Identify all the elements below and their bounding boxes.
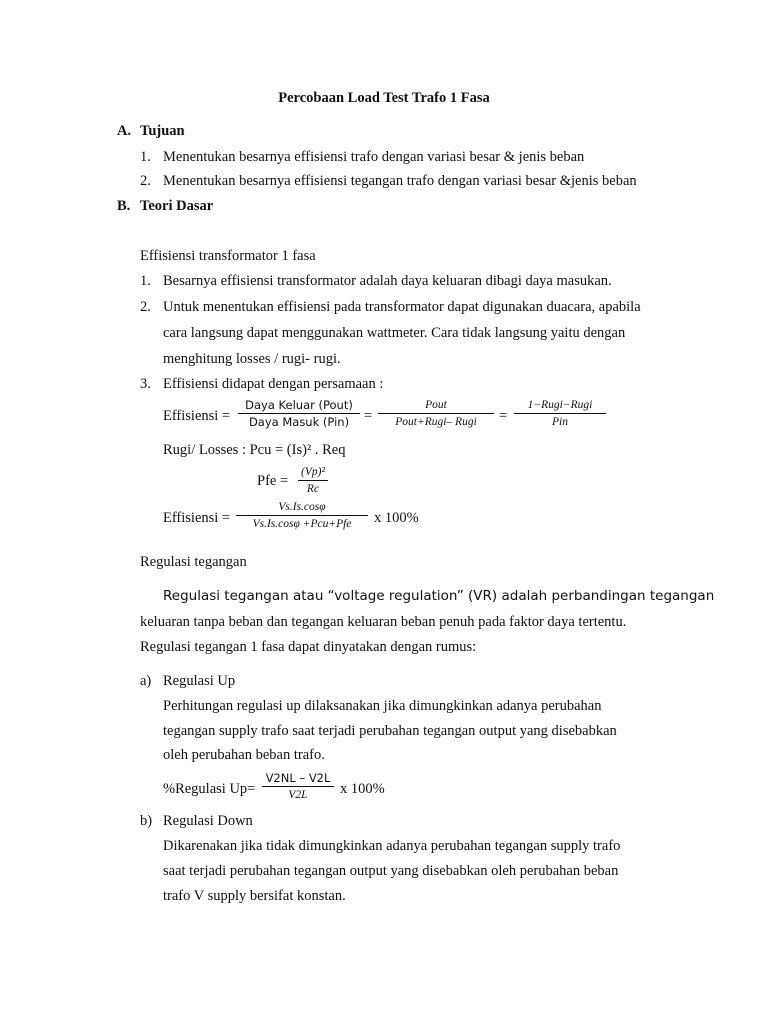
paragraph-line: saat terjadi perubahan tegangan output yang disebabkan oleh perubahan beban xyxy=(163,863,619,879)
equals-sign: = xyxy=(499,408,508,424)
fraction-bar xyxy=(378,413,494,414)
fraction-denominator: Pout+Rugi– Rugi xyxy=(395,416,477,428)
equals-sign: = xyxy=(364,408,373,424)
list-item: Effisiensi didapat dengan persamaan : xyxy=(163,376,384,392)
fraction-numerator: V2NL – V2L xyxy=(265,771,331,785)
paragraph-line: Regulasi tegangan atau “voltage regulation” (VR) adalah perbandingan tegangan xyxy=(163,588,715,604)
percent-multiplier: x 100% xyxy=(374,510,419,526)
list-item: Menentukan besarnya effisiensi tegangan trafo dengan variasi besar &jenis beban xyxy=(163,173,637,189)
list-item-number: 3. xyxy=(140,376,151,392)
fraction-regulasi-up xyxy=(262,771,334,802)
fraction-bar xyxy=(262,786,334,787)
paragraph-line: Regulasi tegangan 1 fasa dapat dinyatakan dengan rumus: xyxy=(140,639,477,655)
list-item-continued: menghitung losses / rugi- rugi. xyxy=(163,351,341,367)
fraction-denominator: Vs.Is.cosφ +Pcu+Pfe xyxy=(252,518,352,530)
list-item-number: 2. xyxy=(140,299,151,315)
paragraph-line: trafo V supply bersifat konstan. xyxy=(163,888,346,904)
fraction-numerator: Daya Keluar (Pout) xyxy=(245,398,353,412)
fraction-denominator: Rc xyxy=(306,483,320,495)
fraction-bar xyxy=(238,413,360,414)
paragraph-line: Dikarenakan jika tidak dimungkinkan adanya perubahan tegangan supply trafo xyxy=(163,838,621,854)
sublist-label: a) xyxy=(140,673,152,689)
fraction-numerator: Vs.Is.cosφ xyxy=(278,501,326,513)
list-item: Besarnya effisiensi transformator adalah daya keluaran dibagi daya masukan. xyxy=(163,273,612,289)
section-a-label: A. xyxy=(117,123,132,139)
fraction-bar xyxy=(514,413,606,414)
list-item-number: 1. xyxy=(140,149,151,165)
fraction-pfe xyxy=(298,465,328,496)
fraction-numerator: 1−Rugi−Rugi xyxy=(527,399,593,411)
sublist-title: Regulasi Down xyxy=(163,813,253,829)
sublist-label: b) xyxy=(140,813,153,829)
page-title: Percobaan Load Test Trafo 1 Fasa xyxy=(278,90,490,106)
fraction-power-ratio xyxy=(238,398,360,429)
paragraph-line: Perhitungan regulasi up dilaksanakan jika dimungkinkan adanya perubahan xyxy=(163,698,602,714)
pfe-lhs: Pfe = xyxy=(257,473,289,489)
fraction-pout xyxy=(378,398,494,429)
equation-lhs: Effisiensi = xyxy=(163,408,231,424)
list-item-number: 1. xyxy=(140,273,151,289)
section-a-title: Tujuan xyxy=(140,123,185,139)
fraction-bar xyxy=(236,515,368,516)
subsection-title: Regulasi tegangan xyxy=(140,554,247,570)
list-item: Menentukan besarnya effisiensi trafo dengan variasi besar & jenis beban xyxy=(163,149,585,165)
list-item-continued: cara langsung dapat menggunakan wattmeter. Cara tidak langsung yaitu dengan xyxy=(163,325,626,341)
fraction-rugi xyxy=(514,398,606,429)
sublist-title: Regulasi Up xyxy=(163,673,236,689)
section-b-title: Teori Dasar xyxy=(140,198,214,214)
formula-lhs: %Regulasi Up= xyxy=(163,781,256,797)
rugi-losses-formula: Rugi/ Losses : Pcu = (Is)² . Req xyxy=(163,442,346,458)
fraction-denominator: Pin xyxy=(552,416,568,428)
fraction-numerator: (Vp)² xyxy=(301,466,325,478)
list-item-number: 2. xyxy=(140,173,151,189)
subsection-title: Effisiensi transformator 1 fasa xyxy=(140,248,316,264)
fraction-efficiency xyxy=(236,500,368,531)
fraction-denominator: V2L xyxy=(288,789,308,801)
section-b-label: B. xyxy=(117,198,131,214)
fraction-bar xyxy=(298,480,328,481)
paragraph-line: tegangan supply trafo saat terjadi perubahan tegangan output yang disebabkan xyxy=(163,723,617,739)
paragraph-line: keluaran tanpa beban dan tegangan keluaran beban penuh pada faktor daya tertentu. xyxy=(140,614,627,630)
fraction-numerator: Pout xyxy=(425,399,447,411)
list-item: Untuk menentukan effisiensi pada transformator dapat digunakan duacara, apabila xyxy=(163,299,641,315)
fraction-denominator: Daya Masuk (Pin) xyxy=(248,415,350,429)
paragraph-line: oleh perubahan beban trafo. xyxy=(163,747,325,763)
equation-lhs: Effisiensi = xyxy=(163,510,231,526)
percent-multiplier: x 100% xyxy=(340,781,385,797)
